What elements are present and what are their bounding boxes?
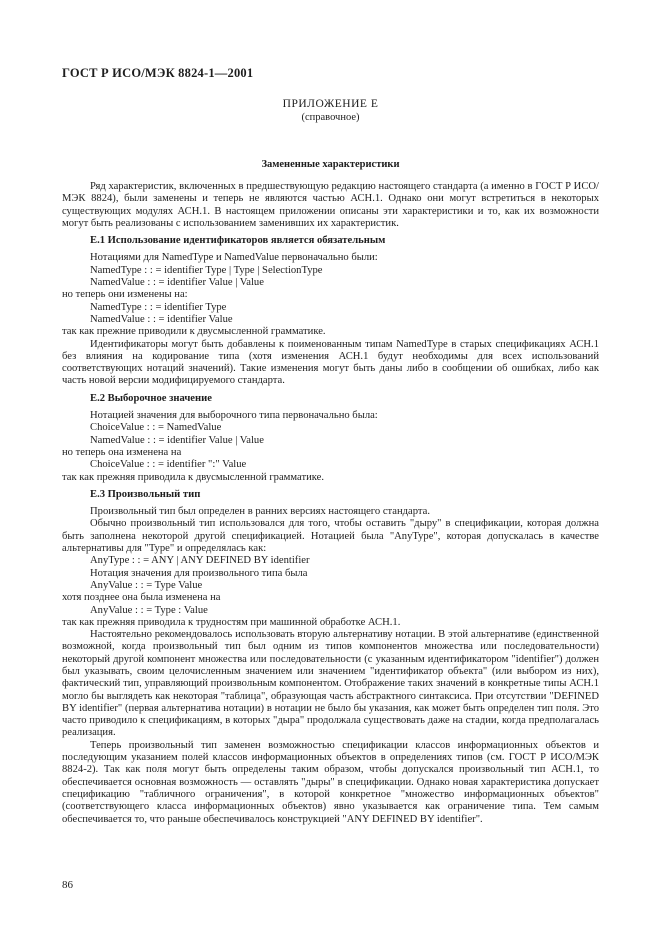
e3-paragraph: Теперь произвольный тип заменен возможностью спецификации классов информационных объектов и последующим указанием полей классов информационных объектов в определениях типов (см. ГОСТ Р ИСО/МЭК 8824-2). Так как поля могут быть определены таким образом, чтобы допускался произвольный тип АСН.1, то обеспечивается основная возможность — оставлять "дыры" в спецификации. Однако новая характеристика допускает спецификацию "табличного ограничения", в которой конкретное "множество информационных объектов" (соответствующего класса информационных объектов) явно указывается как ограничение типа. Тем самым обеспечивается то, что раньше обеспечивалось конструкцией "ANY DEFINED BY identifier". <box>62 739 599 825</box>
page-number: 86 <box>62 879 73 891</box>
e3-code-line: AnyValue : : = Type : Value <box>90 604 208 616</box>
e1-code-line: NamedValue : : = identifier Value <box>90 313 233 325</box>
e2-code-line: ChoiceValue : : = identifier ":" Value <box>90 459 247 471</box>
body-text <box>62 181 599 826</box>
intro-paragraph: Ряд характеристик, включенных в предшествующую редакцию настоящего стандарта (а именно в ГОСТ Р ИСО/МЭК 8824), были заменены и теперь не являются частью АСН.1. Однако они могут встретиться в некоторых существующих модулях АСН.1. В настоящем приложении описаны эти характеристики и то, как их возможности могут быть реализованы с использованием заменивших их характеристик. <box>62 181 599 229</box>
appendix-subtitle: (справочное) <box>301 112 360 123</box>
e3-paragraph: Настоятельно рекомендовалось использовать вторую альтернативу нотации. В этой альтернативе (единственной возможной, когда произвольный тип был одним из типов компонентов множества или последовательности) некоторый другой компонент множества или последовательности (с указанным идентификатором "identifier") должен был указывать, своим целочисленным значением или значением "идентификатор объекта" (или выбором из них), фактический тип, управляющий произвольным компонентом. Отображение таких значений в конкретные типы АСН.1 могло бы выглядеть как некоторая "таблица", образующая часть абстрактного синтаксиса. При отсутствии "DEFINED BY identifier" (первая альтернатива нотации) в нотации не было бы указания, как может быть определен тип поля. Это часто приводило к спецификациям, в которых "дыра" продолжала существовать даже на стадии, когда предполагалась реализация. <box>62 629 599 739</box>
e1-paragraph: Нотациями для NamedType и NamedValue первоначально были: <box>90 252 378 264</box>
e1-paragraph: но теперь они изменены на: <box>62 289 188 301</box>
document-header: ГОСТ Р ИСО/МЭК 8824-1—2001 <box>62 66 254 80</box>
e1-code-line: NamedType : : = identifier Type <box>90 301 227 313</box>
e3-heading: Е.3 Произвольный тип <box>90 488 201 500</box>
e1-code-line: NamedValue : : = identifier Value | Value <box>90 277 264 289</box>
e2-code-line: NamedValue : : = identifier Value | Value <box>90 434 264 446</box>
e2-heading: Е.2 Выборочное значение <box>90 392 212 404</box>
e3-code-line: AnyValue : : = Type Value <box>90 579 203 591</box>
e3-paragraph: Произвольный тип был определен в ранних версиях настоящего стандарта. <box>90 506 431 518</box>
e1-code-line: NamedType : : = identifier Type | Type | SelectionType <box>90 264 323 276</box>
section-title: Замененные характеристики <box>261 159 400 170</box>
e2-paragraph: Нотацией значения для выборочного типа первоначально была: <box>90 410 378 422</box>
e1-paragraph: так как прежние приводили к двусмысленной грамматике. <box>62 326 326 338</box>
e3-paragraph: так как прежняя приводила к трудностям при машинной обработке АСН.1. <box>62 616 401 628</box>
e3-paragraph: Нотация значения для произвольного типа была <box>90 567 308 579</box>
e3-code-line: AnyType : : = ANY | ANY DEFINED BY identifier <box>90 555 310 567</box>
appendix-title: ПРИЛОЖЕНИЕ Е <box>282 98 379 110</box>
e2-paragraph: но теперь она изменена на <box>62 446 182 458</box>
e1-heading: Е.1 Использование идентификаторов является обязательным <box>90 235 386 247</box>
e3-paragraph: хотя позднее она была изменена на <box>62 592 221 604</box>
e3-paragraph: Обычно произвольный тип использовался для того, чтобы оставить "дыру" в спецификации, которая должна быть заполнена некоторой другой спецификацией. Нотацией была "AnyType", которая допускалась в качестве альтернативы для "Type" и определялась как: <box>62 518 599 555</box>
e2-paragraph: так как прежняя приводила к двусмысленной грамматике. <box>62 471 324 483</box>
e1-paragraph: Идентификаторы могут быть добавлены к поименованным типам NamedType в старых спецификациях АСН.1 без влияния на кодирование типа (хотя изменения АСН.1 будут необходимы для всех использований соответствующих нотаций значений). Такие изменения могут быть даны либо в сообщении об ошибках, либо как часть новой версии модифицируемого стандарта. <box>62 338 599 387</box>
e2-code-line: ChoiceValue : : = NamedValue <box>90 422 222 434</box>
